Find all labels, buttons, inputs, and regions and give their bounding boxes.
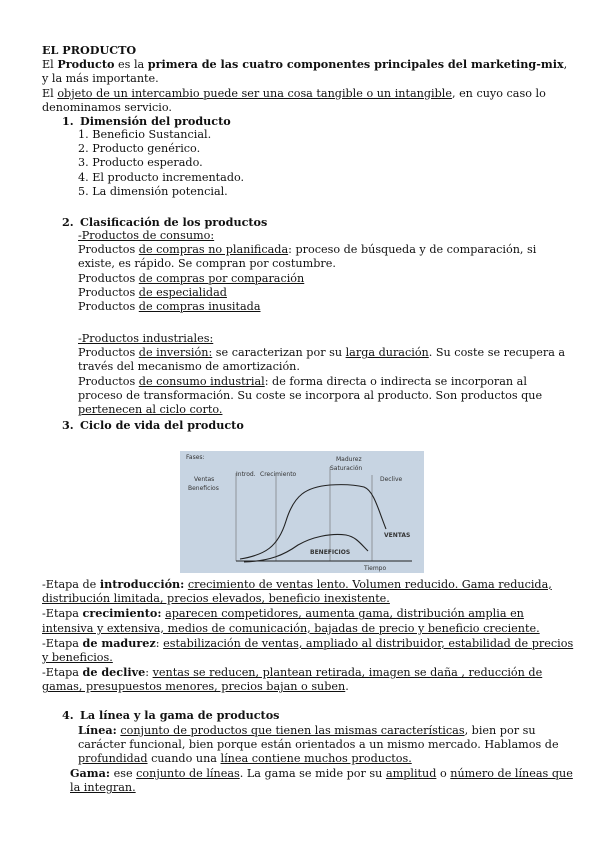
crecimiento-label: Crecimiento: [260, 471, 297, 478]
ventas-axis-label: Ventas: [194, 476, 215, 483]
section-3: [62, 418, 572, 432]
list-item: 5. La dimensión potencial.: [78, 184, 228, 198]
industriales-line-2: Productos de consumo industrial: de forma directa o indirecta se incorporan al proceso de transformación. Su coste se incorpora al producto. Son productos que pertenecen al ciclo corto.: [78, 374, 543, 417]
dimension-list: [78, 128, 558, 199]
declive-label: Declive: [380, 476, 403, 483]
section-4-heading: 4. La línea y la gama de productos: [62, 708, 280, 722]
section-2-heading: 2. Clasificación de los productos: [62, 215, 268, 229]
intro-block: [42, 43, 572, 115]
etapa-crecimiento: -Etapa crecimiento: aparecen competidores, aumenta gama, distribución amplia en intensiva y extensiva, medios de comunicación, bajadas de precio y beneficio creciente.: [42, 606, 540, 635]
life-cycle-svg: [180, 451, 424, 573]
list-item: 3. Producto esperado.: [78, 156, 203, 170]
section-3-heading: 3. Ciclo de vida del producto: [62, 418, 244, 432]
consumo-line-2: Productos de compras por comparación: [78, 271, 305, 285]
consumo-line-1: Productos de compras no planificada: proceso de búsqueda y de comparación, si existe, es rápido. Se compran por costumbre.: [78, 243, 537, 271]
gama-block: [70, 766, 574, 795]
industriales-title: -Productos industriales:: [78, 332, 214, 345]
ventas-series-label: VENTAS: [384, 532, 411, 539]
industriales-block: [78, 332, 572, 417]
tiempo-label: Tiempo: [364, 565, 387, 572]
fases-label: Fases:: [186, 454, 205, 461]
consumo-title: -Productos de consumo:: [78, 229, 215, 242]
list-item: 4. El producto incrementado.: [78, 170, 245, 184]
intro-paragraph-1: El Producto es la primera de las cuatro componentes principales del marketing-mix, y la más importante.: [42, 57, 568, 86]
introd-label: Introd.: [236, 471, 256, 478]
etapa-madurez: -Etapa de madurez: estabilización de ventas, ampliado al distribuidor, estabilidad de precios y beneficios.: [42, 635, 574, 665]
industriales-line-1: Productos de inversión: se caracterizan por su larga duración. Su coste se recupera a través del mecanismo de amortización.: [78, 346, 566, 374]
beneficios-axis-label: Beneficios: [188, 485, 219, 492]
section-2: [62, 215, 572, 229]
list-item: 1. Beneficio Sustancial.: [78, 128, 212, 141]
life-cycle-chart: [180, 451, 424, 573]
intro-paragraph-2: El objeto de un intercambio puede ser una cosa tangible o un intangible, en cuyo caso lo denominamos servicio.: [42, 86, 546, 114]
saturacion-label: Saturación: [330, 465, 363, 472]
section-4: [62, 708, 572, 722]
consumo-line-4: Productos de compras inusitada: [78, 300, 261, 314]
etapas-block: [42, 577, 574, 695]
consumo-block: [78, 229, 572, 314]
section-1: [62, 114, 572, 128]
etapa-declive: -Etapa de declive: ventas se reducen, plantean retirada, imagen se daña , reducción de gamas, presupuestos menores, precios bajan o suben.: [42, 665, 543, 694]
consumo-line-3: Productos de especialidad: [78, 285, 227, 299]
beneficios-series-label: BENEFICIOS: [310, 549, 351, 556]
gama-paragraph: Gama: ese conjunto de líneas. La gama se mide por su amplitud o número de líneas que la integran.: [70, 766, 573, 795]
section-1-heading: 1. Dimensión del producto: [62, 114, 231, 128]
linea-paragraph: Línea: conjunto de productos que tienen las mismas características, bien por su carácter funcional, bien porque están orientados a un mismo mercado. Hablamos de profundidad cuando una línea contiene muchos productos.: [78, 723, 559, 766]
etapa-introduccion: -Etapa de introducción: crecimiento de ventas lento. Volumen reducido. Gama reducida, distribución limitada, precios elevados, beneficio inexistente.: [42, 577, 552, 606]
list-item: 2. Producto genérico.: [78, 142, 201, 156]
linea-block: [78, 723, 574, 767]
ventas-curve: [240, 485, 386, 559]
page-title: EL PRODUCTO: [42, 43, 137, 57]
madurez-label: Madurez: [336, 456, 362, 463]
